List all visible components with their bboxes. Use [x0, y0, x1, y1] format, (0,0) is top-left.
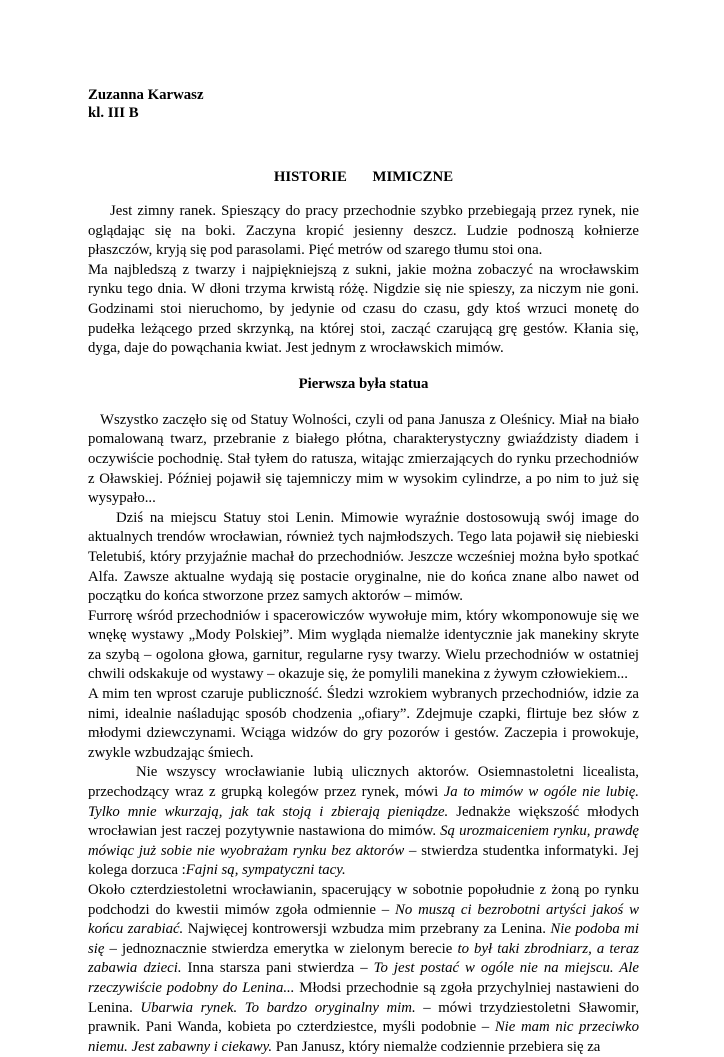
text-run: Najwięcej kontrowersji wzbudza mim przebrany za Lenina. [183, 921, 551, 938]
author-name: Zuzanna Karwasz [88, 87, 204, 103]
quote-run: Ja to mimów w ogóle nie lubię. Tylko mnie wkurzają, jak tak stoją i zbierają pieniądze. [88, 784, 640, 820]
quote-run: No muszą ci bezrobotni artyści jakoś w końcu zarabiać. [88, 901, 639, 938]
document-page [88, 86, 639, 1057]
body-paragraph-1: Wszystko zaczęło się od Statuy Wolności, czyli od pana Janusza z Oleśnicy. Miał na biało pomalowaną twarz, przebranie z białego płótna, charakterystyczny gwiaździsty diadem i oczywiście pochodnię. Stał tyłem do ratusza, witając zmierzających do rynku przechodniów z Oławskiej. Później pojawił się tajemniczy mim w wysokim cylindrze, a po nim to już się wysypało... [88, 411, 639, 507]
author-class: kl. III B [88, 105, 139, 121]
body-paragraph-4: A mim ten wprost czaruje publiczność. Śledzi wzrokiem wybranych przechodniów, idzie za nimi, idealnie naśladując sposób chodzenia „ofiary”. Zdejmuje czapki, flirtuje bez słów z młodymi dziewczynami. Wciąga widzów do gry pozorów i gestów. Zaczepia i prowokuje, zwykle wzbudzając śmiech. [88, 686, 639, 761]
intro-paragraph-1: Jest zimny ranek. Spieszący do pracy przechodnie szybko przebiegają przez rynek, nie oglądając się na boki. Zaczyna kropić jesienny deszcz. Ludzie podnoszą kołnierze płaszczów, kryją się pod parasolami. Pięć metrów od szarego tłumu stoi ona. [88, 203, 639, 259]
intro-paragraph-2: Ma najbledszą z twarzy i najpiękniejszą z sukni, jakie można zobaczyć na wrocławskim rynku tego dnia. W dłoni trzyma krwistą różę. Nigdzie się nie spieszy, za niczym nie goni. Godzinami stoi nieruchomo, by jedynie od czasu do czasu, gdy ktoś wrzuci monetę do pudełka leżącego przed skrzynką, na której stoi, zacząć czarującą grę gestów. Kłania się, dyga, daje do powąchania kwiat. Jest jednym z wrocławskich mimów. [88, 261, 639, 357]
article-title: HISTORIE MIMICZNE [273, 169, 454, 185]
text-run: Jednakże większość młodych wrocławian jest raczej pozytywnie nastawiona do mimów. [88, 803, 639, 840]
body-paragraph-3: Furrorę wśród przechodniów i spacerowiczów wywołuje mim, który wkomponowuje się we wnękę wystawy „Mody Polskiej”. Mim wygląda niemalże identycznie jak manekiny skryte za szybą – ogolona głowa, garnitur, regularne rysy twarzy. Wielu przechodniów w ostatniej chwili odskakuje od wystawy – okazuje się, że pomylili manekina z żywym człowiekiem... [88, 607, 639, 683]
body-paragraph-2: Dziś na miejscu Statuy stoi Lenin. Mimowie wyraźnie dostosowują swój image do aktualnych trendów wrocławian, również tych najmłodszych. Tego lata pojawił się niebieski Teletubiś, który przyjaźnie machał do przechodniów. Jeszcze wcześniej można było spotkać Alfa. Zawsze aktualne wydają się postacie oryginalne, nie do końca znane albo nawet od początku do końca stworzone przez samych aktorów – mimów. [88, 509, 639, 605]
quote-run: Nie podoba mi się [88, 921, 639, 957]
text-run: Około czterdziestoletni wrocławianin, spacerujący w sobotnie popołudnie z żoną po rynku podchodzi do kwestii mimów zgoła odmiennie – [88, 882, 639, 918]
quote-run: Są urozmaiceniem rynku, prawdę mówiąc już sobie nie wyobrażam rynku bez aktorów [88, 823, 639, 859]
quote-run: Nie mam nic przeciwko niemu. Jest zabawny i ciekawy. [88, 1019, 639, 1055]
body-paragraph-5 [88, 763, 639, 881]
text-run: – jednoznacznie stwierdza emerytka w zielonym berecie [104, 940, 458, 957]
quote-run: Ubarwia rynek. To bardzo oryginalny mim. [140, 999, 416, 1016]
text-run: – mówi trzydziestoletni Sławomir, prawnik. Pani Wanda, kobieta po czterdziestce, myśli podobnie – [88, 999, 640, 1036]
quote-run: Fajni są, sympatyczni tacy. [185, 862, 346, 879]
quote-run: To jest postać w ogóle nie na miejscu. Ale rzeczywiście podobny do Lenina... [88, 960, 639, 996]
text-run: – stwierdza studentka informatyki. Jej kolega dorzuca : [88, 842, 639, 879]
text-run: Pan Janusz, który niemalże codziennie przebiera się za [272, 1038, 601, 1055]
text-run: Młodsi przechodnie są zgoła przychylniej nastawieni do Lenina. [88, 979, 639, 1016]
body-paragraph-6 [88, 881, 639, 1057]
quote-run: to był taki zbrodniarz, a teraz zabawia dzieci. [88, 940, 639, 977]
text-run: Nie wszyscy wrocławianie lubią ulicznych aktorów. Osiemnastoletni licealista, przechodzący wraz z grupką kolegów przez rynek, mówi [88, 764, 639, 801]
text-run: Inna starsza pani stwierdza – [181, 960, 374, 977]
section-heading: Pierwsza była statua [298, 375, 429, 392]
